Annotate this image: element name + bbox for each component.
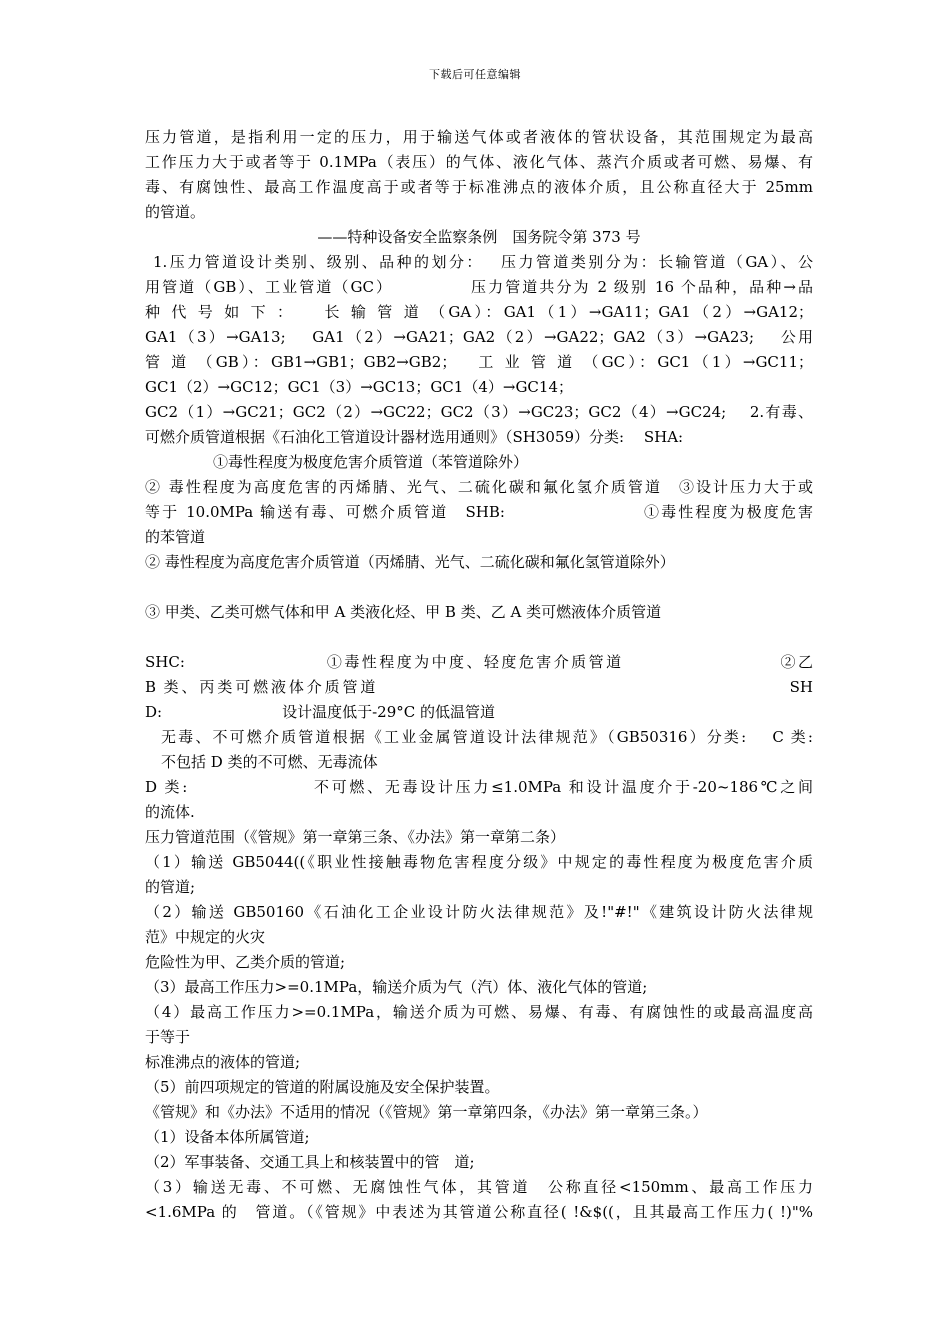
paragraph-line: D 类: 不可燃、无毒设计压力≤1.0MPa 和设计温度介于-20~186℃之间 xyxy=(145,778,813,796)
paragraph-line: 1.压力管道设计类别、级别、品种的划分： 压力管道类别分为：长输管道（GA）、公 xyxy=(153,253,813,271)
list-item: 标准沸点的液体的管道; xyxy=(145,1053,301,1071)
paragraph-line: 等于 10.0MPa 输送有毒、可燃介质管道 SHB: ①毒性程度为极度危害 xyxy=(145,503,813,521)
blank-line xyxy=(145,625,813,650)
paragraph-line: ③ 甲类、乙类可燃气体和甲 A 类液化烃、甲 B 类、乙 A 类可燃液体介质管道 xyxy=(145,603,662,621)
list-item: （3）最高工作压力>=0.1MPa，输送介质为气（汽）体、液化气体的管道; xyxy=(145,978,648,996)
paragraph-line: SHC: ①毒性程度为中度、轻度危害介质管道 ②乙 xyxy=(145,653,813,671)
paragraph-line: ② 毒性程度为高度危害介质管道（丙烯腈、光气、二硫化碳和氟化氢管道除外） xyxy=(145,553,675,571)
document-body xyxy=(145,125,813,1225)
paragraph-line: ② 毒性程度为高度危害的丙烯腈、光气、二硫化碳和氟化氢介质管道 ③设计压力大于或 xyxy=(145,478,813,496)
paragraph-line: GA1（3）→GA13; GA1（2）→GA21；GA2（2）→GA22；GA2（3）→GA23; 公用 xyxy=(145,328,813,346)
paragraph-line: B 类、丙类可燃液体介质管道 SH xyxy=(145,678,813,696)
list-item: 的管道; xyxy=(145,878,196,896)
paragraph-line: 管 道 （GB）：GB1→GB1；GB2→GB2； 工 业 管 道 （GC）：GC1（1）→GC11； xyxy=(145,353,813,371)
page-header: 下载后可任意编辑 xyxy=(429,68,521,81)
paragraph-line: D: 设计温度低于-29°C 的低温管道 xyxy=(145,703,495,721)
paragraph-line: 不包括 D 类的不可燃、无毒流体 xyxy=(161,753,378,771)
paragraph-line: 用管道（GB）、工业管道（GC） 压力管道共分为 2 级别 16 个品种，品种→品 xyxy=(145,278,813,296)
list-item: （2）军事装备、交通工具上和核装置中的管 道; xyxy=(145,1153,475,1171)
paragraph-line: 种 代 号 如 下 ： 长 输 管 道 （GA）：GA1（1）→GA11；GA1（2）→GA12； xyxy=(145,303,813,321)
paragraph-line: 无毒、不可燃介质管道根据《工业金属管道设计法律规范》（GB50316）分类: C 类: xyxy=(161,728,813,746)
paragraph-line: 工作压力大于或者等于 0.1MPa（表压）的气体、液化气体、蒸汽介质或者可燃、易爆、有 xyxy=(145,153,813,171)
list-item: 范》中规定的火灾 xyxy=(145,928,266,946)
list-item: <1.6MPa 的 管道。（《管规》中表述为其管道公称直径( !&$((，且其最高工作压力( !)"% xyxy=(145,1203,813,1221)
section-heading: 压力管道范围（《管规》第一章第三条、《办法》第一章第二条） xyxy=(145,828,566,846)
paragraph-line: 可燃介质管道根据《石油化工管道设计器材选用通则》（SH3059）分类: SHA: xyxy=(145,428,684,446)
list-item: （1）输送 GB5044((《职业性接触毒物危害程度分级》中规定的毒性程度为极度危害介质 xyxy=(145,853,813,871)
paragraph-line: 的苯管道 xyxy=(145,528,206,546)
paragraph-line: 的流体. xyxy=(145,803,195,821)
list-item: （3）输送无毒、不可燃、无腐蚀性气体，其管道 公称直径<150mm、最高工作压力 xyxy=(145,1178,813,1196)
paragraph-line: GC1（2）→GC12；GC1（3）→GC13；GC1（4）→GC14； xyxy=(145,378,573,396)
list-item: （2）输送 GB50160《石油化工企业设计防火法律规范》及!"#!"《建筑设计防火法律规 xyxy=(145,903,813,921)
paragraph-line: GC2（1）→GC21；GC2（2）→GC22；GC2（3）→GC23；GC2（4）→GC24; 2.有毒、 xyxy=(145,403,813,421)
paragraph-line: 毒、有腐蚀性、最高工作温度高于或者等于标准沸点的液体介质，且公称直径大于 25mm xyxy=(145,178,813,196)
section-heading: 《管规》和《办法》不适用的情况（《管规》第一章第四条，《办法》第一章第三条。） xyxy=(145,1103,708,1121)
blank-line xyxy=(145,575,813,600)
paragraph-line: ①毒性程度为极度危害介质管道（苯管道除外） xyxy=(213,453,529,471)
list-item: （5）前四项规定的管道的附属设施及安全保护装置。 xyxy=(145,1078,500,1096)
list-item: （1）设备本体所属管道; xyxy=(145,1128,310,1146)
citation-line: ——特种设备安全监察条例 国务院令第 373 号 xyxy=(317,228,641,246)
paragraph-line: 压力管道，是指利用一定的压力，用于输送气体或者液体的管状设备，其范围规定为最高 xyxy=(145,128,813,146)
list-item: （4）最高工作压力>=0.1MPa，输送介质为可燃、易爆、有毒、有腐蚀性的或最高温度高 xyxy=(145,1003,813,1021)
list-item: 于等于 xyxy=(145,1028,191,1046)
paragraph-line: 的管道。 xyxy=(145,203,206,221)
list-item: 危险性为甲、乙类介质的管道; xyxy=(145,953,346,971)
